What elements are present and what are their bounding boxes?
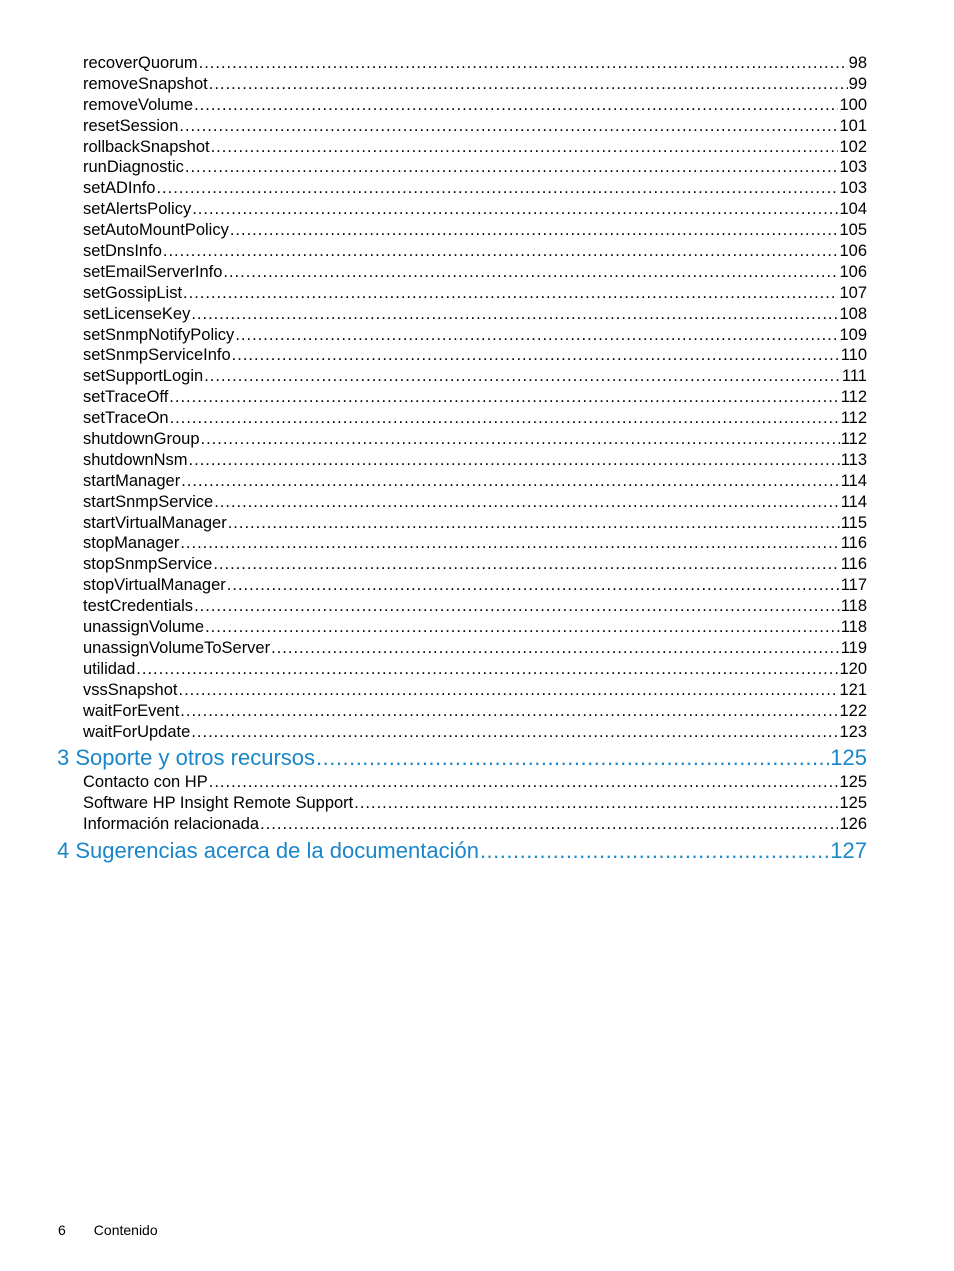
toc-entry-page: 110: [840, 346, 867, 365]
toc-chapter-page: 127: [830, 838, 867, 864]
toc-entry-page: 101: [839, 116, 867, 135]
toc-chapter-4[interactable]: [0, 838, 954, 866]
toc-leader-dots: [260, 815, 838, 834]
toc-leader-dots: [205, 618, 840, 637]
toc-chapter-page: 125: [830, 745, 867, 771]
toc-entry[interactable]: [0, 430, 954, 451]
toc-entry-page: 111: [841, 367, 867, 386]
toc-entry-page: 112: [840, 409, 867, 428]
toc-entry-page: 102: [839, 137, 867, 156]
toc-entry[interactable]: [0, 158, 954, 179]
toc-entry-page: 106: [839, 262, 867, 281]
toc-entry[interactable]: [0, 702, 954, 723]
toc-entry[interactable]: [0, 514, 954, 535]
toc-leader-dots: [232, 346, 840, 365]
toc-entry-label: setAlertsPolicy: [83, 200, 192, 219]
toc-leader-dots: [156, 179, 838, 198]
toc-entry-page: 126: [839, 815, 867, 834]
toc-entry-label: waitForEvent: [83, 701, 180, 720]
toc-entry[interactable]: [0, 472, 954, 493]
toc-entry[interactable]: [0, 597, 954, 618]
toc-entry-page: 112: [840, 388, 867, 407]
toc-entry[interactable]: [0, 555, 954, 576]
toc-entry[interactable]: [0, 200, 954, 221]
footer-page-number: 6: [58, 1222, 66, 1238]
toc-entry-label: resetSession: [83, 116, 179, 135]
toc-leader-dots: [271, 639, 840, 658]
toc-entry[interactable]: [0, 451, 954, 472]
toc-leader-dots: [230, 221, 839, 240]
toc-entry-page: 117: [840, 576, 867, 595]
toc-leader-dots: [227, 576, 840, 595]
toc-entry[interactable]: [0, 179, 954, 200]
toc-entry-page: 116: [840, 555, 867, 574]
toc-entry-page: 125: [839, 773, 867, 792]
toc-leader-dots: [211, 138, 839, 157]
toc-entry-label: startVirtualManager: [83, 513, 227, 532]
toc-entry-page: 100: [839, 95, 867, 114]
toc-entry-label: setADInfo: [83, 179, 156, 198]
toc-entry-page: 112: [840, 430, 867, 449]
toc-entry-label: Software HP Insight Remote Support: [83, 794, 354, 813]
toc-chapter-label: 3 Soporte y otros recursos: [57, 745, 316, 771]
toc-entry[interactable]: [0, 493, 954, 514]
toc-entry-label: setGossipList: [83, 283, 183, 302]
toc-leader-dots: [191, 723, 838, 742]
toc-leader-dots: [223, 263, 838, 282]
toc-entry-label: removeSnapshot: [83, 74, 208, 93]
toc-entry[interactable]: [0, 660, 954, 681]
toc-entry-label: testCredentials: [83, 597, 194, 616]
toc-leader-dots: [178, 681, 838, 700]
toc-leader-dots: [194, 597, 840, 616]
toc-entry-label: stopVirtualManager: [83, 576, 226, 595]
toc-entry-label: setAutoMountPolicy: [83, 221, 229, 240]
toc-entry-label: setTraceOn: [83, 409, 169, 428]
toc-entry-page: 104: [839, 200, 867, 219]
toc-entry-page: 105: [839, 221, 867, 240]
toc-leader-dots: [209, 773, 839, 792]
table-of-contents: [0, 54, 954, 866]
page-footer: [58, 1222, 158, 1238]
toc-leader-dots: [209, 75, 848, 94]
toc-entry-label: recoverQuorum: [83, 54, 198, 72]
toc-entry-page: 121: [839, 680, 867, 699]
toc-entry-page: 119: [840, 638, 867, 657]
toc-entry-label: stopSnmpService: [83, 555, 213, 574]
toc-entry-page: 115: [840, 513, 867, 532]
toc-entry[interactable]: [0, 75, 954, 96]
toc-entry-page: 116: [840, 534, 867, 553]
toc-entry[interactable]: [0, 794, 954, 815]
toc-entry-page: 113: [840, 450, 867, 469]
toc-entry-page: 109: [839, 325, 867, 344]
toc-entry[interactable]: [0, 221, 954, 242]
toc-leader-dots: [480, 838, 829, 864]
toc-entry-label: setDnsInfo: [83, 242, 162, 261]
toc-entry[interactable]: [0, 54, 954, 75]
toc-entry-page: 98: [848, 54, 867, 72]
toc-entry-label: startManager: [83, 471, 181, 490]
toc-entry-label: utilidad: [83, 659, 136, 678]
toc-entry[interactable]: [0, 773, 954, 794]
toc-leader-dots: [235, 326, 838, 345]
toc-entry-label: Información relacionada: [83, 815, 260, 834]
toc-chapter-3[interactable]: [0, 745, 954, 773]
toc-leader-dots: [136, 660, 838, 679]
toc-entry[interactable]: [0, 388, 954, 409]
toc-leader-dots: [213, 555, 839, 574]
toc-entry[interactable]: [0, 576, 954, 597]
toc-leader-dots: [185, 158, 839, 177]
toc-entry-page: 114: [840, 492, 867, 511]
toc-leader-dots: [214, 493, 839, 512]
toc-entry-page: 125: [839, 794, 867, 813]
toc-entry[interactable]: [0, 96, 954, 117]
footer-section-title: Contenido: [93, 1222, 158, 1238]
toc-entry-page: 103: [839, 158, 867, 177]
toc-entry[interactable]: [0, 723, 954, 744]
toc-entry[interactable]: [0, 346, 954, 367]
toc-leader-dots: [189, 451, 840, 470]
toc-leader-dots: [183, 284, 838, 303]
toc-entry-page: 99: [848, 74, 867, 93]
toc-entry-label: waitForUpdate: [83, 722, 191, 741]
toc-entry[interactable]: [0, 326, 954, 347]
toc-entry[interactable]: [0, 367, 954, 388]
toc-leader-dots: [169, 388, 839, 407]
toc-entry-page: 123: [839, 722, 867, 741]
toc-leader-dots: [163, 242, 839, 261]
toc-entry-label: setSnmpNotifyPolicy: [83, 325, 235, 344]
toc-entry-page: 118: [840, 597, 867, 616]
toc-leader-dots: [354, 794, 838, 813]
toc-leader-dots: [316, 745, 829, 771]
toc-entry[interactable]: [0, 242, 954, 263]
toc-leader-dots: [201, 430, 840, 449]
toc-entry-label: Contacto con HP: [83, 773, 208, 792]
toc-entry-label: unassignVolumeToServer: [83, 638, 271, 657]
toc-entry[interactable]: [0, 284, 954, 305]
toc-leader-dots: [181, 472, 839, 491]
toc-entry[interactable]: [0, 117, 954, 138]
toc-leader-dots: [199, 54, 848, 73]
toc-chapter-label: 4 Sugerencias acerca de la documentación: [57, 838, 479, 864]
toc-entry[interactable]: [0, 815, 954, 836]
toc-leader-dots: [192, 200, 838, 219]
toc-leader-dots: [180, 534, 839, 553]
toc-entry-page: 107: [839, 283, 867, 302]
toc-entry-label: setLicenseKey: [83, 304, 191, 323]
toc-entry-page: 120: [839, 659, 867, 678]
toc-entry-label: removeVolume: [83, 95, 194, 114]
toc-entry-label: setSupportLogin: [83, 367, 204, 386]
toc-entries-block-1: [0, 54, 954, 743]
toc-entry-page: 103: [839, 179, 867, 198]
toc-entry-label: startSnmpService: [83, 492, 214, 511]
toc-entry-label: setSnmpServiceInfo: [83, 346, 231, 365]
toc-leader-dots: [179, 117, 838, 136]
toc-entry-page: 106: [839, 242, 867, 261]
toc-leader-dots: [204, 367, 841, 386]
toc-entry[interactable]: [0, 534, 954, 555]
toc-entry[interactable]: [0, 138, 954, 159]
toc-leader-dots: [170, 409, 840, 428]
toc-entry-label: shutdownNsm: [83, 450, 188, 469]
toc-entry-page: 122: [839, 701, 867, 720]
toc-entry-label: setTraceOff: [83, 388, 169, 407]
toc-leader-dots: [191, 305, 838, 324]
toc-entry-label: runDiagnostic: [83, 158, 184, 177]
toc-entry[interactable]: [0, 409, 954, 430]
toc-entry-label: setEmailServerInfo: [83, 262, 223, 281]
toc-entry-label: shutdownGroup: [83, 430, 200, 449]
toc-entry[interactable]: [0, 305, 954, 326]
toc-leader-dots: [180, 702, 838, 721]
toc-entry[interactable]: [0, 618, 954, 639]
toc-entry[interactable]: [0, 263, 954, 284]
toc-entry-page: 108: [839, 304, 867, 323]
toc-entry-label: vssSnapshot: [83, 680, 178, 699]
toc-entry-label: stopManager: [83, 534, 180, 553]
toc-entry[interactable]: [0, 681, 954, 702]
toc-entry-page: 118: [840, 618, 867, 637]
toc-entry[interactable]: [0, 639, 954, 660]
toc-entry-label: unassignVolume: [83, 618, 205, 637]
toc-entry-page: 114: [840, 471, 867, 490]
toc-entries-block-2: [0, 773, 954, 836]
toc-leader-dots: [228, 514, 840, 533]
toc-entry-label: rollbackSnapshot: [83, 137, 210, 156]
toc-leader-dots: [194, 96, 838, 115]
